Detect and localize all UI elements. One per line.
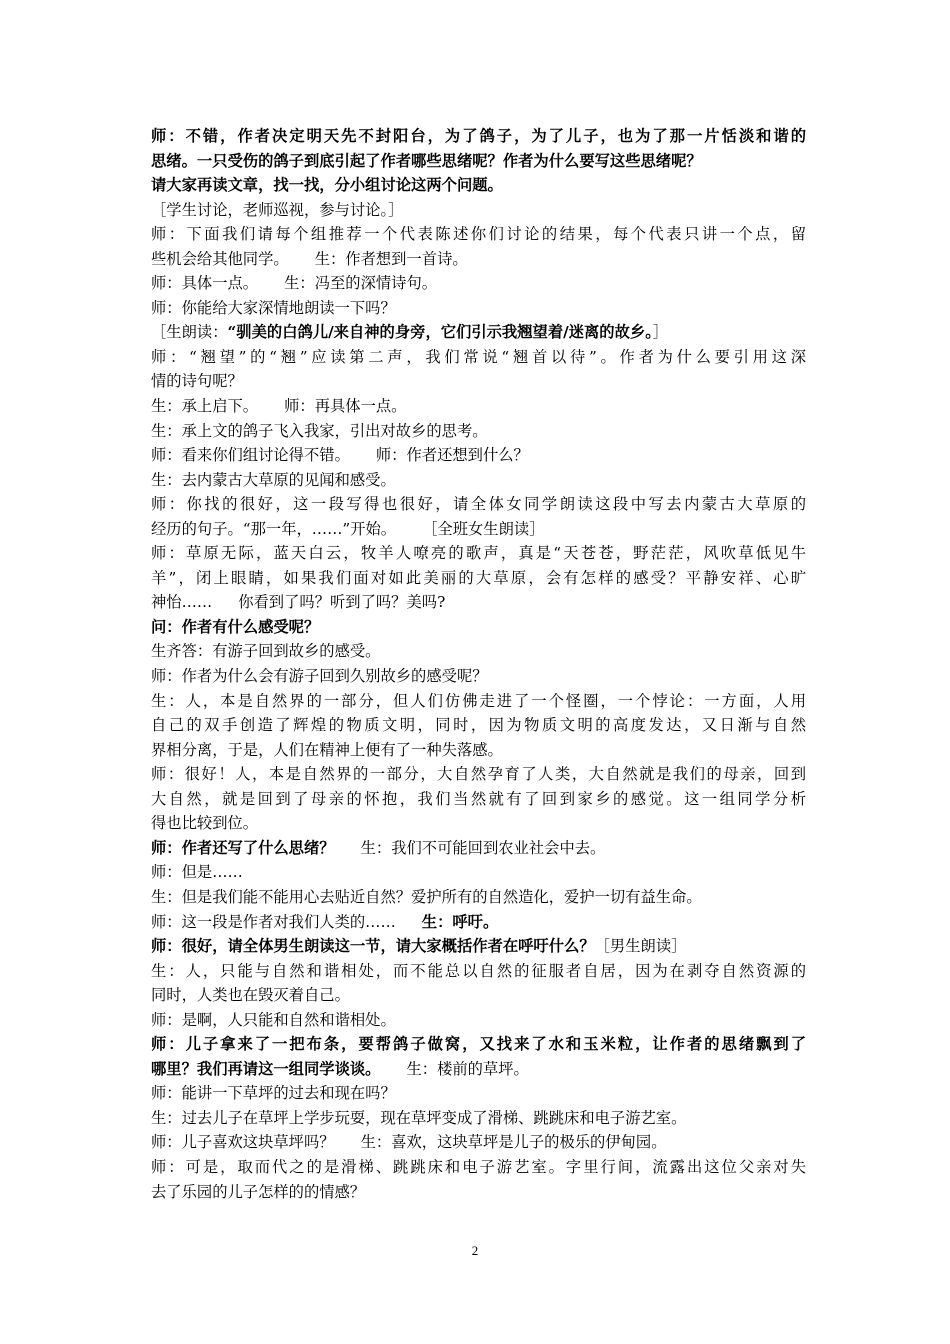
text: 生：冯至的深情诗句。 [284,274,438,293]
bold-text: 问：作者有什么感受呢？ [151,617,320,636]
text-line [151,885,806,910]
text-line [151,149,806,174]
text-line [151,590,806,615]
bold-text: “驯美的白鸽儿/来自神的身旁，它们引示我翘望着/迷离的故乡。 [227,323,653,342]
text: 生：但是我们能不能用心去贴近自然？爱护所有的自然造化，爱护一切有益生命。 [151,887,702,906]
document-body [151,124,806,1204]
text: 生：喜欢，这块草坪是儿子的极乐的伊甸园。 [360,1133,667,1152]
text-line [151,124,806,149]
text: 神怡…… [151,593,213,612]
page-number: 2 [471,1243,479,1258]
text-line [151,860,806,885]
text-line [151,738,806,763]
text: 师：儿子喜欢这块草坪吗？ [151,1133,335,1152]
text-line [151,566,806,591]
text: 师：你能给大家深情地朗读一下吗？ [151,298,396,317]
text: ］ [652,323,669,342]
text-line [151,1057,806,1082]
text-line [151,198,806,223]
text-line [151,369,806,394]
text: 情的诗句呢？ [151,372,243,391]
text: 师：这一段是作者对我们人类的…… [151,912,396,931]
text: 界相分离，于是，人们在精神上便有了一种失落感。 [151,740,503,759]
text: 得也比较到位。 [151,814,259,833]
text-line [151,983,806,1008]
text-line [151,296,806,321]
text: 同时，人类也在毁灭着自己。 [151,986,350,1005]
text-line [151,1180,806,1205]
text: 师：草原无际，蓝天白云，牧羊人嘹亮的歌声，真是“天苍苍，野茫茫，风吹草低见牛 [151,544,806,563]
text-line [151,787,806,812]
text-line [151,320,806,345]
text-line [151,394,806,419]
text: ［学生讨论，老师巡视，参与讨论。］ [151,200,404,219]
text-line [151,345,806,370]
text: 师：能讲一下草坪的过去和现在吗？ [151,1084,396,1103]
text: 生：承上启下。 [151,397,259,416]
text: ［生朗读： [151,323,228,342]
text: 生：承上文的鸽子飞入我家，引出对故乡的思考。 [151,421,488,440]
text-line [151,664,806,689]
text-line [151,443,806,468]
text: 自己的双手创造了辉煌的物质文明，同时，因为物质文明的高度发达，又日渐与自然 [151,716,806,735]
text-line [151,541,806,566]
text: ［全班女生朗读］ [422,519,545,538]
text-line [151,934,806,959]
text: 生齐答：有游子回到故乡的感受。 [151,642,381,661]
text-line [151,468,806,493]
bold-text: 师：不错，作者决定明天先不封阳台，为了鸽子，为了儿子，也为了那一片恬淡和谐的 [151,127,806,145]
text: 生：去内蒙古大草原的见闻和感受。 [151,470,396,489]
text: 你看到了吗？听到了吗？美吗? [238,593,446,612]
text: 师：作者还想到什么？ [375,446,529,465]
text-line [151,615,806,640]
text-line [151,1130,806,1155]
text-line [151,762,806,787]
text: 师：你找的很好，这一段写得也很好，请全体女同学朗读这段中写去内蒙古大草原的 [151,495,806,514]
text: 生：过去儿子在草坪上学步玩耍，现在草坪变成了滑梯、跳跳床和电子游艺室。 [151,1108,687,1127]
bold-text: 师：作者还写了什么思绪？ [151,838,335,857]
text-line [151,689,806,714]
text: 师：作者为什么会有游子回到久别故乡的感受呢？ [151,667,488,686]
bold-text: 请大家再读文章，找一找，分小组讨论这两个问题。 [151,176,503,195]
bold-text: 哪里？我们再请这一组同学谈谈。 [151,1059,381,1078]
text-line [151,173,806,198]
text-line [151,222,806,247]
text: ［男生朗读］ [594,937,687,956]
text: 大自然，就是回到了母亲的怀抱，我们当然就有了回到家乡的感觉。这一组同学分析 [151,789,806,808]
text: 师：下面我们请每个组推荐一个代表陈述你们讨论的结果，每个代表只讲一个点，留 [151,225,806,244]
text: 师：可是，取而代之的是滑梯、跳跳床和电子游艺室。字里行间，流露出这位父亲对失 [151,1157,806,1176]
text: 生：作者想到一首诗。 [314,249,468,268]
bold-text: 生：呼吁。 [421,912,499,931]
text-line [151,492,806,517]
text-line [151,1155,806,1180]
text-line [151,1081,806,1106]
text: 经历的句子。“那一年，……”开始。 [151,519,397,538]
text-line [151,639,806,664]
text-line [151,271,806,296]
text: 师：“翘望”的“翘”应读第二声，我们常说“翘首以待”。作者为什么要引用这深 [151,347,806,366]
text: 羊”，闭上眼睛，如果我们面对如此美丽的大草原，会有怎样的感受？平静安祥、心旷 [151,568,806,587]
bold-text: 思绪。一只受伤的鸽子到底引起了作者哪些思绪呢？作者为什么要写这些思绪呢？ [151,151,702,170]
text-line [151,910,806,935]
text: 师：再具体一点。 [284,397,407,416]
text-line [151,811,806,836]
text: 去了乐园的儿子怎样的的情感？ [151,1182,366,1201]
text: 生：我们不可能回到农业社会中去。 [360,838,606,857]
text-line [151,713,806,738]
text-line [151,1008,806,1033]
text-line [151,419,806,444]
text: 师：具体一点。 [151,274,259,293]
text: 生：人，只能与自然和谐相处，而不能总以自然的征服者自居，因为在剥夺自然资源的 [151,961,806,980]
text-line [151,836,806,861]
text: 生：人，本是自然界的一部分，但人们仿佛走进了一个怪圈，一个悖论：一方面，人用 [151,691,806,710]
text: 师：但是…… [151,863,243,882]
text: 师：很好！人，本是自然界的一部分，大自然孕育了人类，大自然就是我们的母亲，回到 [151,765,806,784]
text: 生：楼前的草坪。 [406,1059,529,1078]
text-line [151,247,806,272]
bold-text: 师：很好，请全体男生朗读这一节，请大家概括作者在呼吁什么？ [151,937,595,956]
text-line [151,517,806,542]
text-line [151,1106,806,1131]
text: 些机会给其他同学。 [151,249,289,268]
text: 师：是啊，人只能和自然和谐相处。 [151,1010,396,1029]
text-line [151,959,806,984]
text-line [151,1032,806,1057]
bold-text: 师：儿子拿来了一把布条，要帮鸽子做窝，又找来了水和玉米粒，让作者的思绪飘到了 [151,1035,806,1054]
text: 师：看来你们组讨论得不错。 [151,446,350,465]
